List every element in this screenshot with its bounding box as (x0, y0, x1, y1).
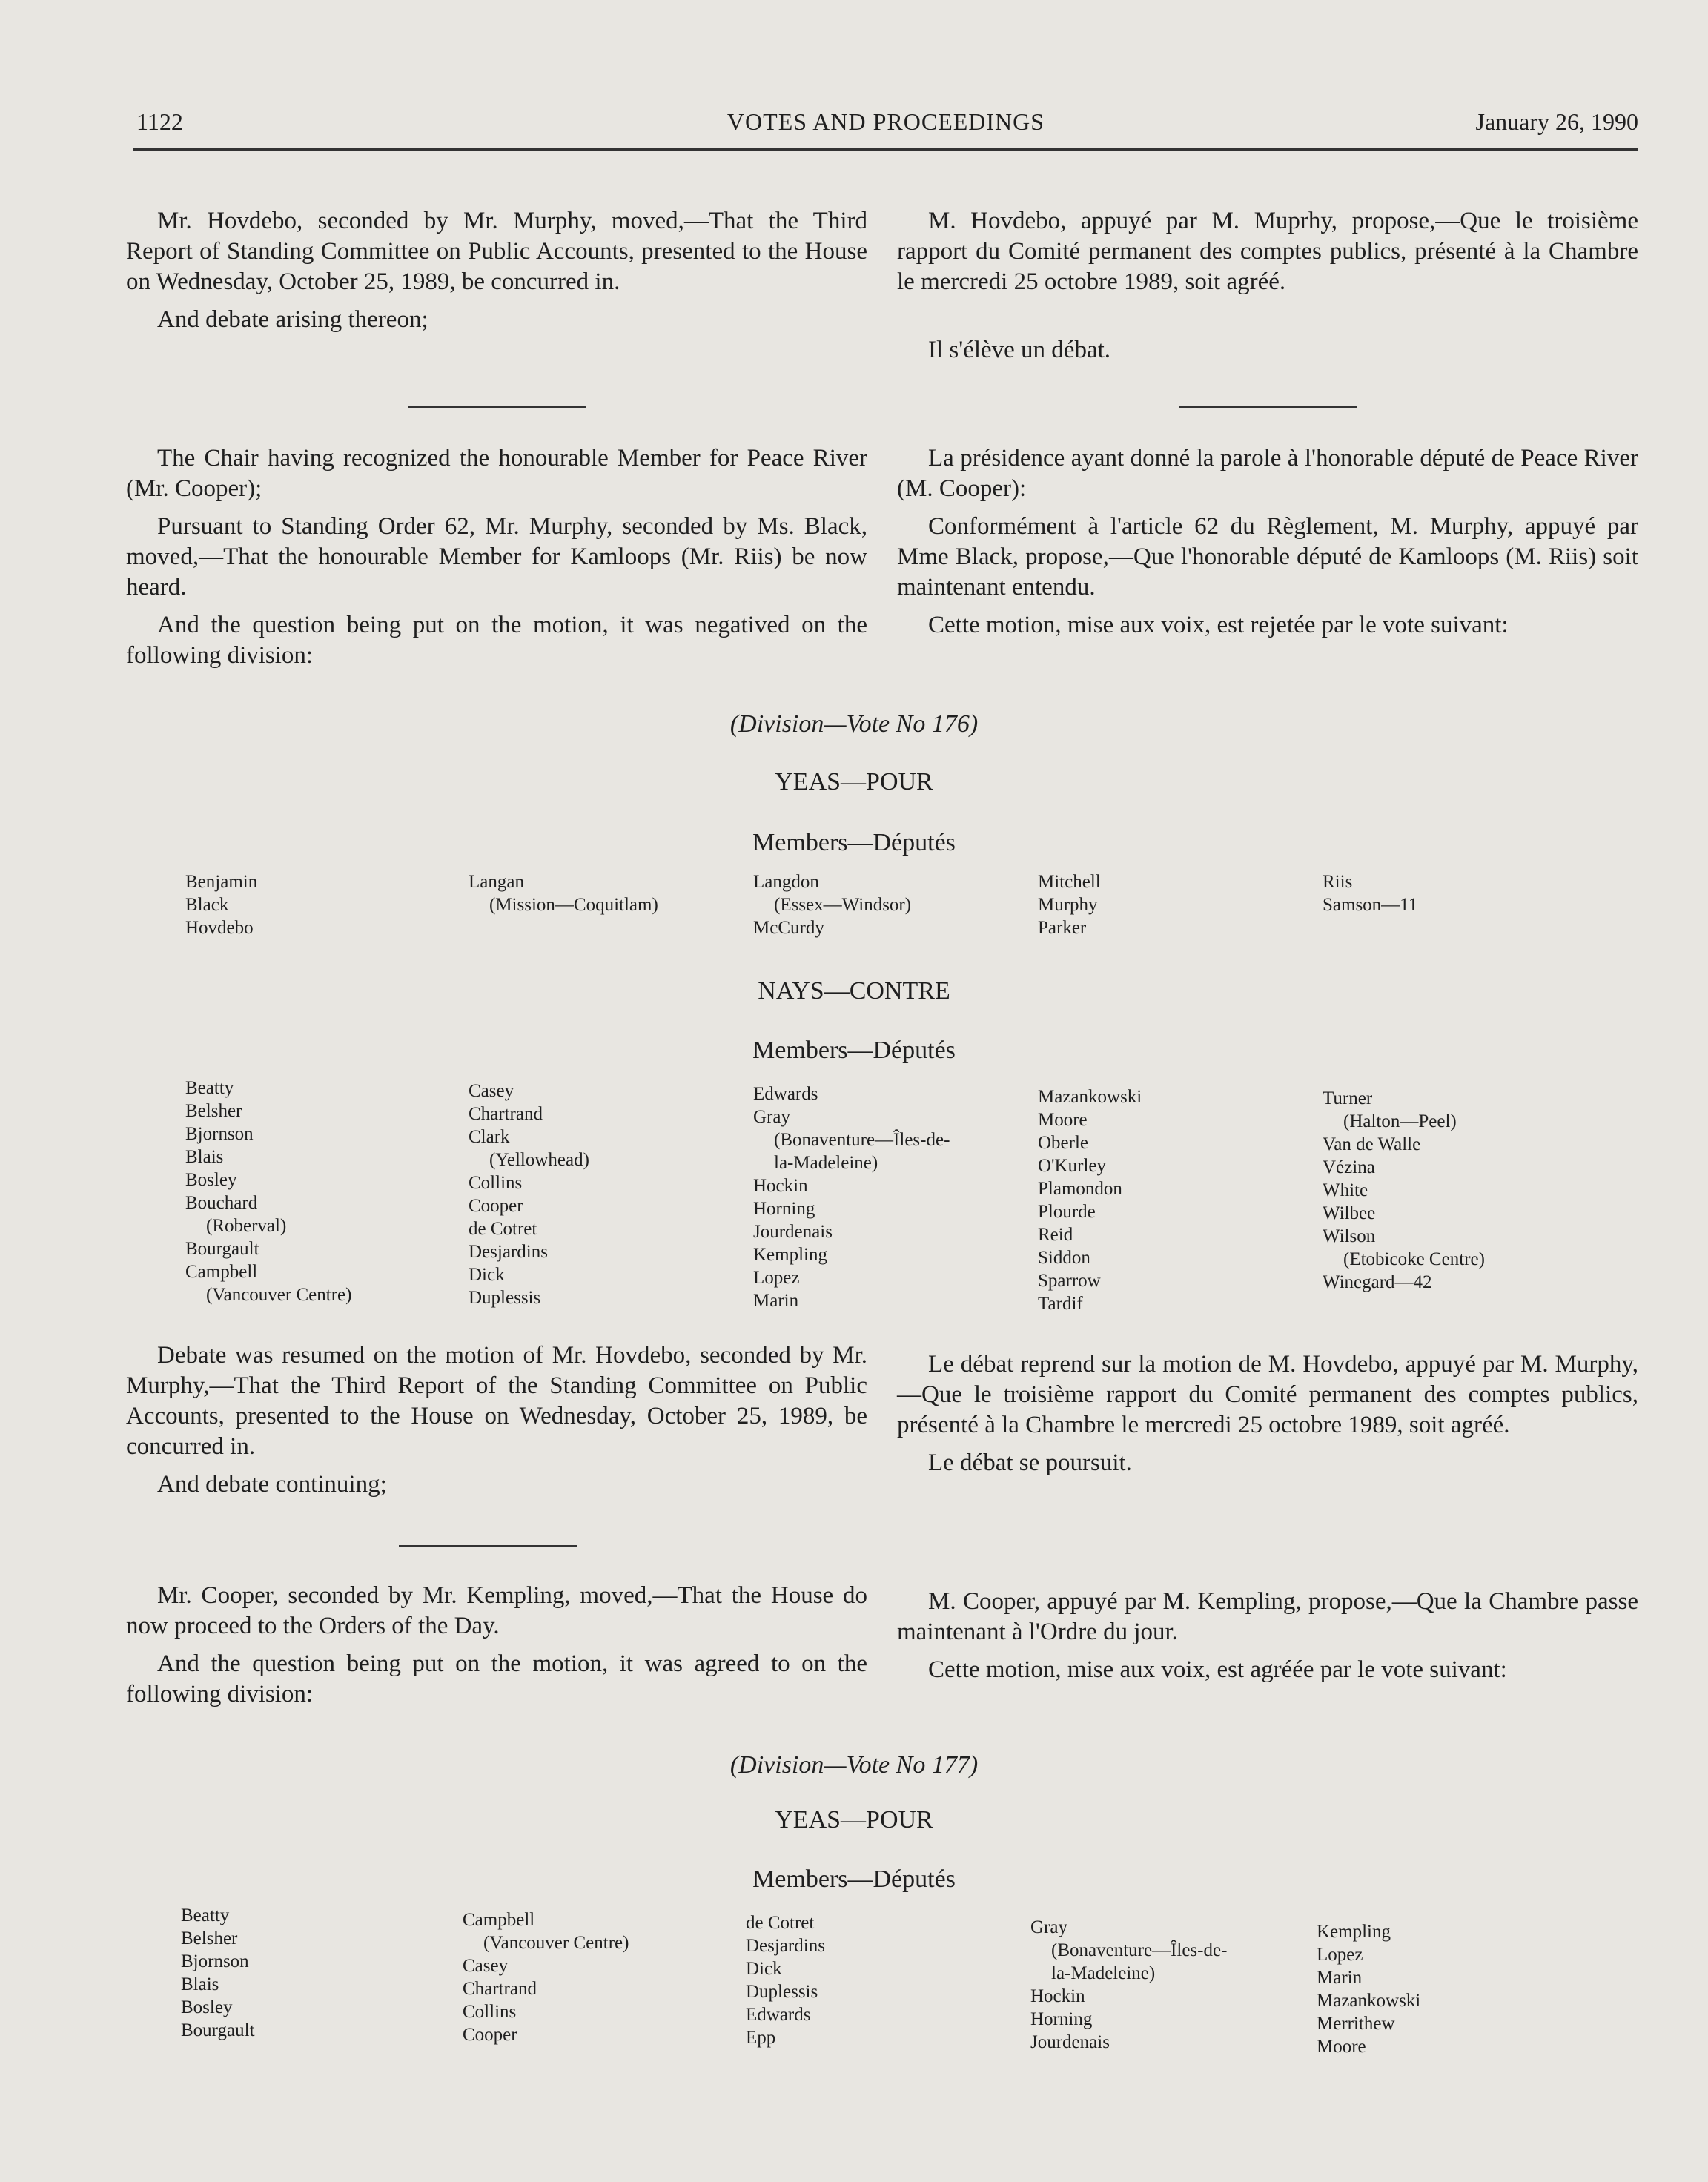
member-name: Reid (1038, 1225, 1073, 1245)
page-header (133, 104, 1638, 151)
member-name: Plourde (1038, 1202, 1096, 1222)
member-name: Jourdenais (753, 1222, 833, 1242)
member-riding: la-Madeleine) (1051, 1963, 1156, 1983)
member-riding: (Bonaventure—Îles-de- (1051, 1940, 1228, 1960)
member-name: Hockin (753, 1176, 808, 1196)
member-name: Campbell (463, 1910, 535, 1930)
member-name: Langan (469, 872, 524, 892)
paragraph: M. Cooper, appuyé par M. Kempling, propose,—Que la Chambre passe maintenant à l'Ordre du jour. (897, 1588, 1638, 1645)
member-name: Benjamin (185, 872, 258, 892)
section3-french (897, 1349, 1638, 1478)
division-177-yeas-sub: Members—Députés (752, 1865, 956, 1893)
member-name: Belsher (185, 1101, 242, 1121)
paragraph: Cette motion, mise aux voix, est agréée par le vote suivant: (928, 1656, 1507, 1683)
member-name: Blais (185, 1147, 224, 1167)
member-riding: la-Madeleine) (774, 1153, 878, 1173)
yeas-177-col-5 (1317, 1920, 1420, 2058)
member-name: Bosley (181, 1997, 233, 2017)
member-name: Edwards (753, 1084, 818, 1104)
member-name: Casey (463, 1956, 509, 1976)
paragraph: Pursuant to Standing Order 62, Mr. Murphy, seconded by Ms. Black, moved,—That the honourable Member for Kamloops (Mr. Riis) be now heard. (126, 513, 867, 601)
member-name: Bjornson (185, 1124, 254, 1144)
member-name: Beatty (185, 1078, 234, 1098)
member-riding: (Mission—Coquitlam) (489, 895, 658, 915)
member-name: Van de Walle (1323, 1134, 1421, 1154)
member-name: Dick (746, 1959, 782, 1979)
member-name: Jourdenais (1030, 2032, 1110, 2052)
member-name: Murphy (1038, 895, 1098, 915)
member-name: Desjardins (746, 1936, 825, 1956)
member-name: O'Kurley (1038, 1156, 1106, 1176)
member-riding: (Essex—Windsor) (774, 895, 912, 915)
section-divider (408, 406, 586, 408)
member-name: Belsher (181, 1928, 238, 1948)
member-name: Desjardins (469, 1242, 548, 1262)
member-name: Chartrand (463, 1979, 537, 1999)
paragraph: Mr. Cooper, seconded by Mr. Kempling, moved,—That the House do now proceed to the Orders of the Day. (126, 1582, 867, 1639)
running-title: VOTES AND PROCEEDINGS (726, 108, 1045, 135)
paragraph: La présidence ayant donné la parole à l'honorable député de Peace River (M. Cooper): (897, 445, 1638, 502)
paragraph: Debate was resumed on the motion of Mr. Hovdebo, seconded by Mr. Murphy,—That the Third Report of the Standing Committee on Public Accounts, presented to the House on Wednesday, October 25, 1989, be concurred in. (126, 1342, 867, 1460)
paragraph: Cette motion, mise aux voix, est rejetée par le vote suivant: (928, 612, 1509, 638)
member-name: Kempling (753, 1245, 827, 1265)
member-name: Bourgault (181, 2020, 255, 2040)
member-name: Marin (753, 1291, 799, 1311)
nays-176-col-4 (1038, 1085, 1142, 1315)
paragraph: Le débat reprend sur la motion de M. Hovdebo, appuyé par M. Murphy,—Que le troisième rapport du Comité permanent des comptes publics, présenté à la Chambre le mercredi 25 octobre 1989, soit agréé. (897, 1351, 1638, 1438)
member-name: Winegard—42 (1323, 1272, 1432, 1292)
member-name: Edwards (746, 2005, 811, 2025)
member-riding: (Yellowhead) (489, 1150, 589, 1170)
yeas-177-col-2 (463, 1908, 629, 2046)
member-name: Bourgault (185, 1239, 259, 1259)
member-name: Samson—11 (1323, 895, 1418, 915)
member-name: Horning (1030, 2009, 1093, 2029)
member-name: Hovdebo (185, 918, 254, 938)
section1-english (126, 206, 867, 335)
member-name: Kempling (1317, 1922, 1391, 1942)
member-name: Bouchard (185, 1193, 258, 1213)
member-name: Duplessis (746, 1982, 818, 2002)
member-name: Clark (469, 1127, 510, 1147)
member-riding: (Etobicoke Centre) (1343, 1249, 1485, 1269)
member-name: Epp (746, 2028, 776, 2048)
paragraph: And debate arising thereon; (157, 306, 428, 333)
division-177-yeas-heading: YEAS—POUR (775, 1806, 933, 1834)
member-name: Collins (469, 1173, 523, 1193)
member-riding: (Vancouver Centre) (206, 1285, 352, 1305)
member-name: Chartrand (469, 1104, 543, 1124)
paragraph: And the question being put on the motion, it was negatived on the following division: (126, 612, 867, 669)
member-name: Hockin (1030, 1986, 1085, 2006)
member-name: Riis (1323, 872, 1353, 892)
division-176-nays-sub: Members—Députés (752, 1037, 956, 1064)
member-name: Sparrow (1038, 1271, 1101, 1291)
yeas-176-col-1 (185, 870, 257, 939)
division-176-title: (Division—Vote No 176) (729, 710, 979, 738)
member-name: Vézina (1323, 1157, 1375, 1177)
header-date: January 26, 1990 (1475, 108, 1638, 135)
division-176-yeas-heading: YEAS—POUR (775, 768, 933, 796)
member-name: Moore (1317, 2037, 1366, 2057)
member-name: Casey (469, 1081, 514, 1101)
paragraph: Il s'élève un débat. (928, 337, 1111, 363)
member-name: Merrithew (1317, 2014, 1395, 2034)
section-divider (1179, 406, 1357, 408)
section4-english (126, 1581, 867, 1710)
member-name: Langdon (753, 872, 819, 892)
yeas-177-col-1 (181, 1904, 255, 2042)
paragraph: M. Hovdebo, appuyé par M. Muprhy, propose,—Que le troisième rapport du Comité permanent des comptes publics, présenté à la Chambre le mercredi 25 octobre 1989, soit agréé. (897, 208, 1638, 295)
member-riding: (Bonaventure—Îles-de- (774, 1130, 950, 1150)
division-176-nays-heading: NAYS—CONTRE (758, 977, 950, 1005)
member-name: Gray (753, 1107, 790, 1127)
member-name: Bosley (185, 1170, 237, 1190)
yeas-177-col-4 (1030, 1916, 1227, 2054)
member-name: Horning (753, 1199, 815, 1219)
section2-english (126, 443, 867, 671)
member-name: Lopez (1317, 1945, 1363, 1965)
member-name: Moore (1038, 1110, 1088, 1130)
member-name: Bjornson (181, 1951, 249, 1971)
nays-176-col-5 (1323, 1087, 1485, 1294)
member-name: Plamondon (1038, 1179, 1122, 1199)
member-name: Mazankowski (1317, 1991, 1421, 2011)
member-name: Wilson (1323, 1226, 1376, 1246)
member-name: Blais (181, 1974, 219, 1994)
member-name: de Cotret (746, 1913, 815, 1933)
member-name: Wilbee (1323, 1203, 1376, 1223)
division-177-title: (Division—Vote No 177) (729, 1751, 979, 1779)
member-name: Tardif (1038, 1294, 1083, 1314)
paragraph: The Chair having recognized the honourable Member for Peace River (Mr. Cooper); (126, 445, 867, 502)
member-name: Oberle (1038, 1133, 1089, 1153)
division-176-yeas-sub: Members—Députés (752, 829, 956, 856)
member-name: Dick (469, 1265, 505, 1285)
yeas-176-col-4 (1038, 870, 1101, 939)
member-name: Mazankowski (1038, 1087, 1142, 1107)
member-name: Marin (1317, 1968, 1363, 1988)
yeas-177-col-3 (746, 1911, 825, 2049)
section-divider (399, 1545, 577, 1547)
member-name: Cooper (469, 1196, 523, 1216)
page-number: 1122 (136, 108, 183, 135)
paragraph: And the question being put on the motion, it was agreed to on the following division: (126, 1650, 867, 1707)
member-name: Turner (1323, 1088, 1373, 1108)
nays-176-col-1 (185, 1077, 351, 1306)
yeas-176-col-3 (753, 870, 911, 939)
member-name: McCurdy (753, 918, 824, 938)
paragraph: Conformément à l'article 62 du Règlement, M. Murphy, appuyé par Mme Black, propose,—Que l'honorable député de Kamloops (M. Riis) soit maintenant entendu. (897, 513, 1638, 601)
member-riding: (Halton—Peel) (1343, 1111, 1457, 1131)
member-name: Black (185, 895, 229, 915)
paragraph: Mr. Hovdebo, seconded by Mr. Murphy, moved,—That the Third Report of Standing Committee on Public Accounts, presented to the House on Wednesday, October 25, 1989, be concurred in. (126, 208, 867, 295)
member-name: Cooper (463, 2025, 517, 2045)
nays-176-col-2 (469, 1080, 589, 1309)
nays-176-col-3 (753, 1082, 950, 1312)
member-name: Campbell (185, 1262, 258, 1282)
member-riding: (Vancouver Centre) (483, 1933, 629, 1953)
member-name: White (1323, 1180, 1368, 1200)
section1-french (897, 206, 1638, 366)
yeas-176-col-2 (469, 870, 658, 916)
member-name: Beatty (181, 1905, 230, 1925)
member-name: Mitchell (1038, 872, 1101, 892)
member-name: de Cotret (469, 1219, 537, 1239)
section4-french (897, 1587, 1638, 1685)
member-name: Lopez (753, 1268, 800, 1288)
member-name: Parker (1038, 918, 1087, 938)
paragraph: And debate continuing; (157, 1471, 387, 1498)
section3-english (126, 1340, 867, 1500)
section2-french (897, 443, 1638, 641)
paragraph: Le débat se poursuit. (928, 1449, 1132, 1476)
yeas-176-col-5 (1323, 870, 1417, 916)
member-name: Collins (463, 2002, 517, 2022)
member-riding: (Roberval) (206, 1216, 287, 1236)
member-name: Siddon (1038, 1248, 1090, 1268)
member-name: Duplessis (469, 1288, 541, 1308)
member-name: Gray (1030, 1917, 1068, 1937)
